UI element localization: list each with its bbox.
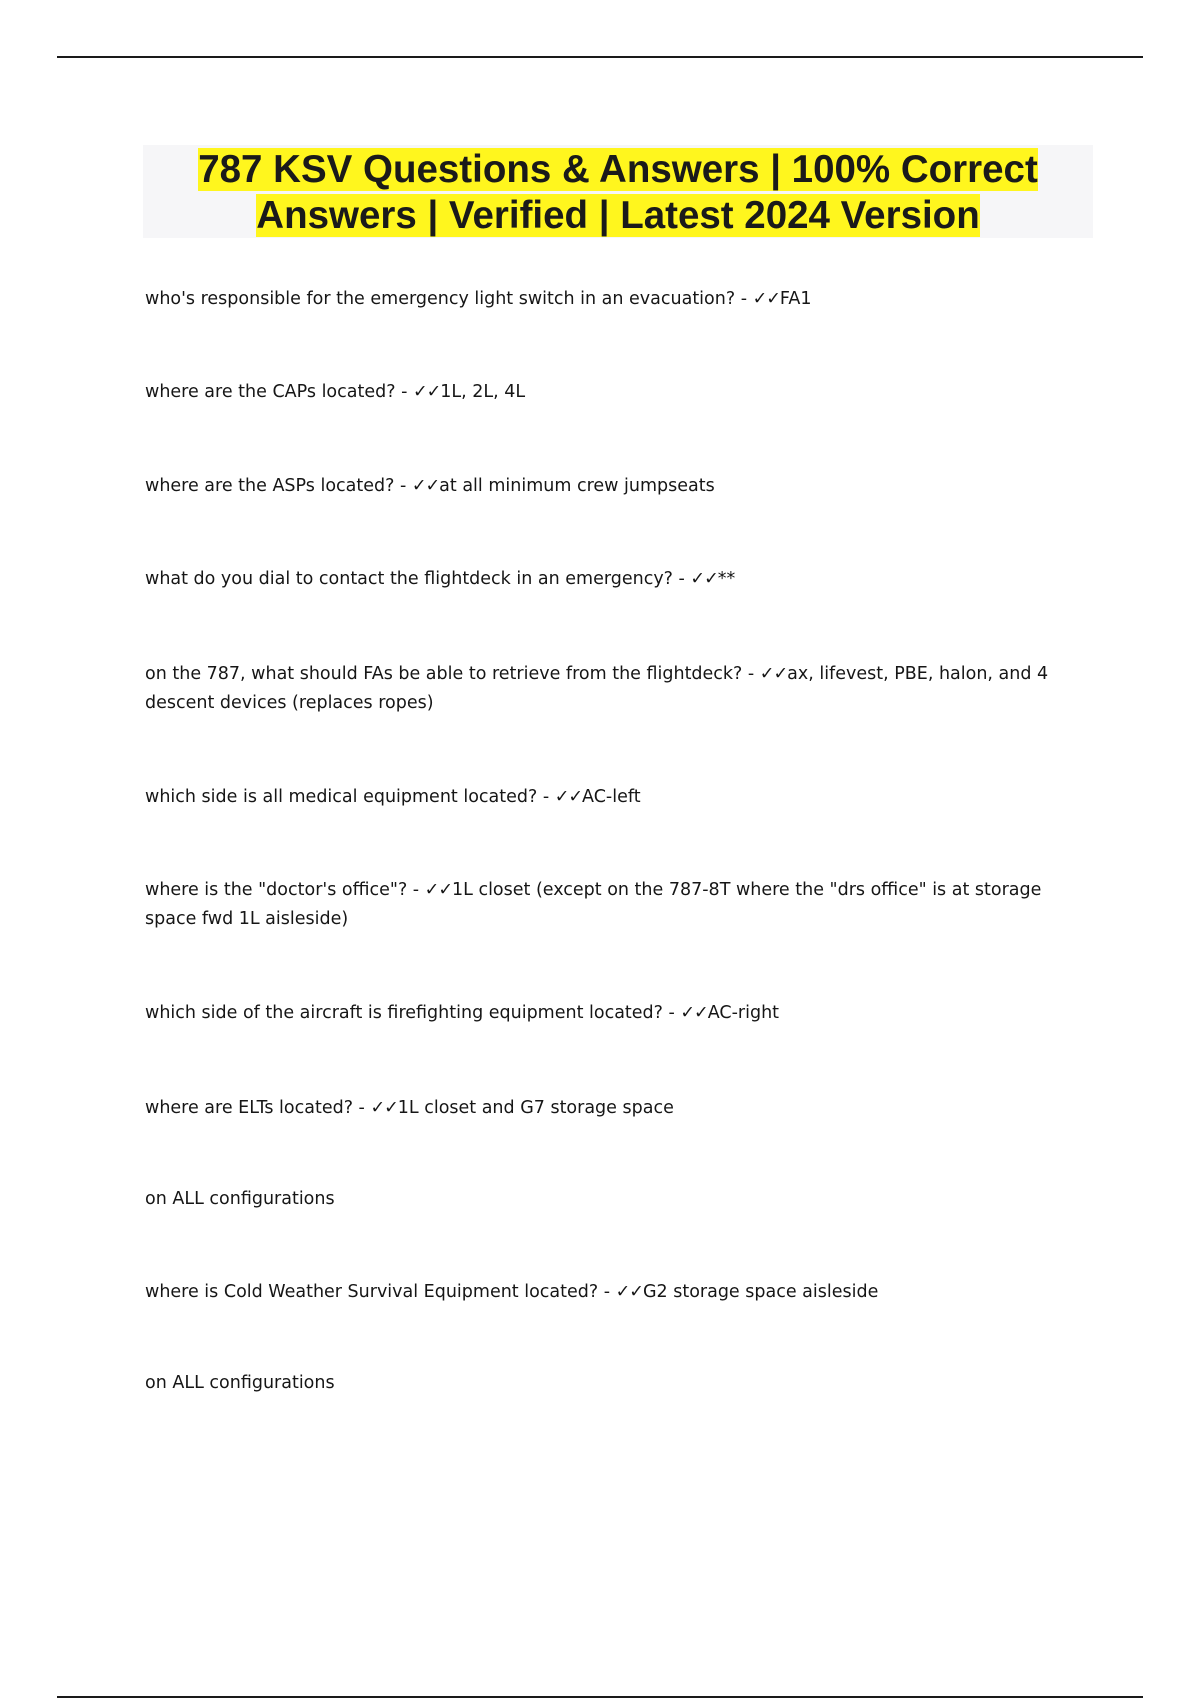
answer-text: AC-right xyxy=(707,1003,780,1023)
question-text: where are ELTs located? - xyxy=(145,1098,371,1118)
title-highlight: 787 KSV Questions & Answers | 100% Correct Answers | Verified | Latest 2024 Version xyxy=(198,148,1038,237)
qa-item-5 xyxy=(145,660,1095,718)
question-text: where is Cold Weather Survival Equipment located? - xyxy=(145,1282,616,1302)
answer-text: 1L closet and G7 storage space xyxy=(397,1098,674,1118)
qa-item-6 xyxy=(145,783,1095,812)
check-icon: ✓✓ xyxy=(615,1282,643,1302)
qa-item-1 xyxy=(145,285,1095,314)
check-icon: ✓✓ xyxy=(759,664,788,684)
qa-item-10 xyxy=(145,1278,1095,1307)
question-text: on the 787, what should FAs be able to retrieve from the flightdeck? - xyxy=(145,664,760,684)
answer-text: ax, lifevest, PBE, halon, and 4 descent devices (replaces ropes) xyxy=(145,664,1049,713)
configuration-note xyxy=(145,1369,1095,1398)
title-box xyxy=(143,145,1093,238)
question-text: which side is all medical equipment located? - xyxy=(145,787,555,807)
answer-text: 1L closet (except on the 787-8T where the "drs office" is at storage space fwd 1L aisleside) xyxy=(145,880,1042,929)
qa-item-4 xyxy=(145,565,1095,594)
question-text: who's responsible for the emergency light switch in an evacuation? - xyxy=(145,289,753,309)
question-text: where are the ASPs located? - xyxy=(145,476,412,496)
check-icon: ✓✓ xyxy=(412,382,441,402)
answer-text: FA1 xyxy=(779,289,812,309)
check-icon: ✓✓ xyxy=(680,1003,708,1023)
note-text: on ALL configurations xyxy=(145,1189,335,1209)
check-icon: ✓✓ xyxy=(752,289,780,309)
bottom-rule xyxy=(57,1696,1143,1698)
configuration-note xyxy=(145,1185,1095,1214)
answer-text: 1L, 2L, 4L xyxy=(440,382,526,402)
qa-item-3 xyxy=(145,472,1095,501)
answer-text: at all minimum crew jumpseats xyxy=(439,476,715,496)
check-icon: ✓✓ xyxy=(370,1098,398,1118)
qa-item-7 xyxy=(145,876,1095,934)
check-icon: ✓✓ xyxy=(554,787,583,807)
qa-item-2 xyxy=(145,378,1095,407)
answer-text: ** xyxy=(717,569,736,589)
top-rule xyxy=(57,56,1143,58)
check-icon: ✓✓ xyxy=(424,880,452,900)
answer-text: AC-left xyxy=(582,787,641,807)
note-text: on ALL configurations xyxy=(145,1373,335,1393)
check-icon: ✓✓ xyxy=(690,569,718,589)
check-icon: ✓✓ xyxy=(411,476,440,496)
answer-text: G2 storage space aisleside xyxy=(642,1282,879,1302)
qa-item-9 xyxy=(145,1094,1095,1123)
question-text: what do you dial to contact the flightdeck in an emergency? - xyxy=(145,569,691,589)
document-title xyxy=(143,145,1093,239)
question-text: which side of the aircraft is firefighting equipment located? - xyxy=(145,1003,681,1023)
qa-item-8 xyxy=(145,999,1095,1028)
question-text: where are the CAPs located? - xyxy=(145,382,413,402)
question-text: where is the "doctor's office"? - xyxy=(145,880,425,900)
